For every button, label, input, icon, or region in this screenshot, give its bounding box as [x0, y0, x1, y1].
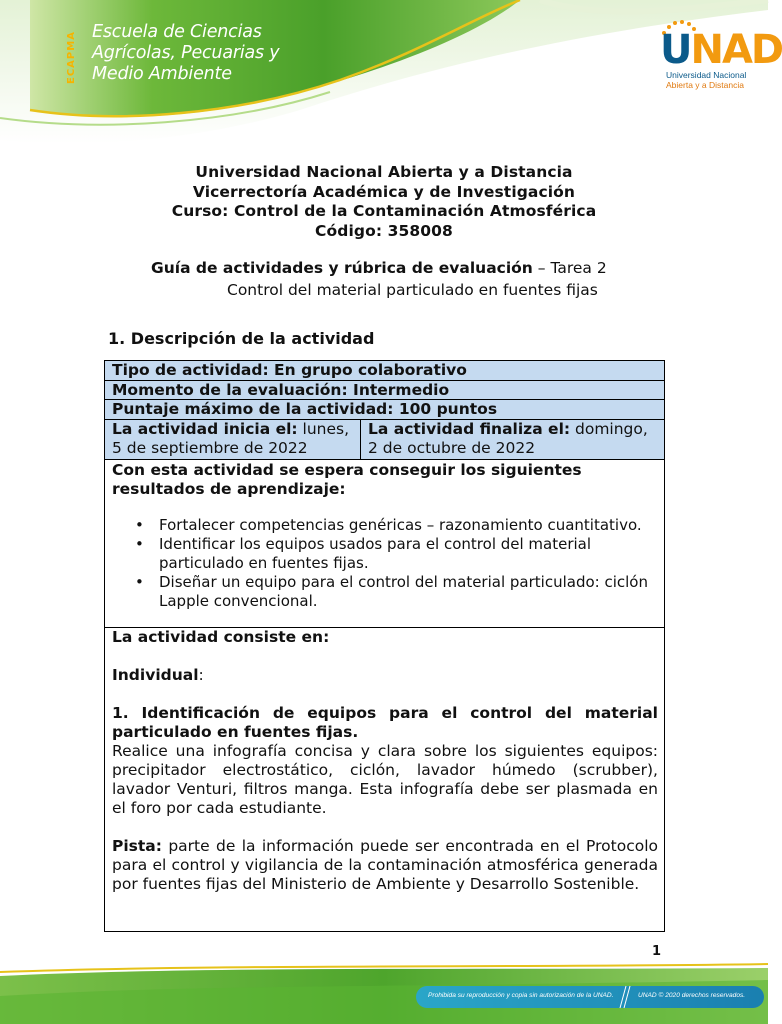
end-date-label: La actividad finaliza el:	[368, 419, 571, 438]
logo-subtitle-line: Abierta y a Distancia	[666, 80, 744, 90]
school-name-line: Escuela de Ciencias	[92, 22, 262, 42]
document-title-block	[0, 163, 768, 241]
start-date-value: lunes, 5 de septiembre de 2022	[112, 419, 350, 457]
list-item	[135, 535, 658, 573]
step-1-text: Realice una infografía concisa y clara sobre los siguientes equipos: precipitador electrostático, ciclón, lavador húmedo (scrubber), lavador Venturi, filtros manga. Esta infografía debe ser plasmada en el foro por cada estudiante.	[112, 741, 658, 817]
guide-title-task: – Tarea 2	[532, 259, 607, 277]
logo-wordmark-u: U	[660, 27, 691, 73]
list-item	[135, 573, 658, 611]
unad-logo	[660, 20, 782, 100]
hint-paragraph	[112, 837, 658, 894]
logo-subtitle	[666, 70, 762, 90]
list-item	[135, 516, 658, 535]
start-date-label: La actividad inicia el:	[112, 419, 298, 438]
activity-table	[104, 360, 665, 932]
logo-wordmark	[660, 28, 782, 72]
guide-title	[151, 259, 607, 277]
guide-subtitle: Control del material particulado en fuentes fijas	[227, 281, 598, 299]
page-number: 1	[652, 944, 662, 959]
activity-type-row: Tipo de actividad: En grupo colaborativo	[105, 361, 664, 381]
individual-label-text: Individual	[112, 665, 199, 684]
guide-title-bold: Guía de actividades y rúbrica de evaluación	[151, 259, 533, 277]
school-name-line: Agrícolas, Pecuarias y	[92, 43, 280, 63]
logo-wordmark-nad: NAD	[690, 27, 782, 73]
bullet-icon: •	[135, 534, 144, 553]
list-item-text: Diseñar un equipo para el control del material particulado: ciclón Lapple convencional.	[159, 572, 648, 610]
learning-outcomes-list	[112, 516, 658, 611]
hint-label: Pista:	[112, 836, 162, 855]
title-line: Curso: Control de la Contaminación Atmosférica	[171, 202, 597, 220]
title-line: Código: 358008	[315, 221, 453, 240]
individual-label	[112, 666, 658, 685]
max-score-row: Puntaje máximo de la actividad: 100 puntos	[105, 400, 664, 420]
logo-subtitle-line: Universidad Nacional	[666, 70, 747, 80]
bullet-icon: •	[135, 515, 144, 534]
step-1-title: 1. Identificación de equipos para el control del material particulado en fuentes fijas.	[112, 703, 658, 741]
school-name	[92, 22, 279, 85]
list-item-text: Fortalecer competencias genéricas – razonamiento cuantitativo.	[159, 515, 642, 534]
footer-notice: Prohibida su reproducción y copia sin autorización de la UNAD.	[428, 992, 614, 999]
title-line: Vicerrectoría Académica y de Investigación	[192, 182, 576, 201]
list-item-text: Identificar los equipos usados para el control del material particulado en fuentes fijas.	[159, 534, 592, 572]
title-line: Universidad Nacional Abierta y a Distancia	[195, 163, 573, 181]
hint-text: parte de la información puede ser encontrada en el Protocolo para el control y vigilancia de la contaminación atmosférica generada por fuentes fijas del Ministerio de Ambiente y Desarrollo Sostenible.	[112, 836, 658, 893]
start-date-cell	[105, 420, 361, 459]
bullet-icon: •	[135, 572, 144, 591]
dates-row	[105, 420, 664, 460]
activity-description-cell	[105, 628, 664, 931]
end-date-cell	[361, 420, 664, 459]
evaluation-moment-row: Momento de la evaluación: Intermedio	[105, 381, 664, 401]
school-name-line: Medio Ambiente	[92, 64, 232, 84]
ecapma-label: ECAPMA	[66, 31, 77, 84]
page-header	[0, 0, 782, 140]
individual-label-suffix: :	[198, 665, 204, 684]
page-footer	[0, 966, 768, 1024]
footer-copyright: UNAD © 2020 derechos reservados.	[638, 992, 746, 999]
activity-intro: La actividad consiste en:	[112, 627, 330, 646]
section-heading: 1. Descripción de la actividad	[108, 329, 375, 348]
learning-outcomes-intro: Con esta actividad se espera conseguir los siguientes resultados de aprendizaje:	[112, 460, 582, 498]
end-date-value: domingo, 2 de octubre de 2022	[368, 419, 648, 457]
learning-outcomes-cell	[105, 461, 664, 628]
